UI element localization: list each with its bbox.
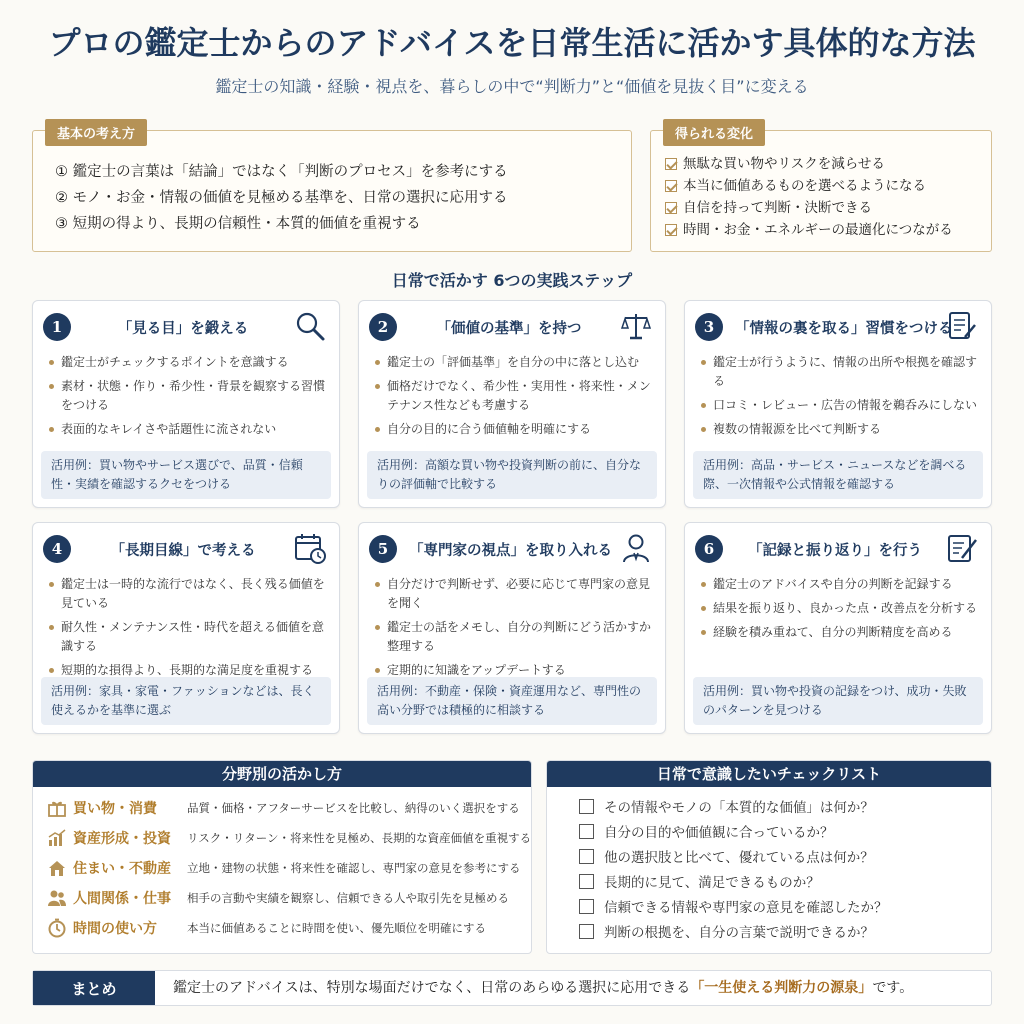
page-title: プロの鑑定士からのアドバイスを日常生活に活かす具体的な方法: [48, 24, 976, 62]
checklist-item-text: 自分の目的や価値観に合っているか？: [604, 825, 834, 841]
checklist-item[interactable]: [579, 868, 820, 894]
step-title: 「価値の基準」を持つ: [436, 321, 582, 337]
step-card-5: [358, 522, 666, 734]
step-card-1: [32, 300, 340, 508]
step-points: [699, 353, 979, 444]
checked-box-icon: [665, 202, 677, 214]
document-pen-icon: [945, 309, 979, 343]
checklist-item-text: 信頼できる情報や専門家の意見を確認したか？: [604, 900, 888, 916]
field-name: 住まい・不動産: [73, 861, 171, 877]
changes-tag: 得られる変化: [663, 119, 765, 146]
step-point: 自分の目的に合う価値軸を明確にする: [373, 420, 653, 439]
change-item: [665, 219, 953, 241]
summary-text-after: です。: [872, 980, 914, 996]
checkbox[interactable]: [579, 824, 594, 839]
checklist-item[interactable]: [579, 818, 834, 844]
checklist-item[interactable]: [579, 843, 874, 869]
field-desc: 品質・価格・アフターサービスを比較し、納得のいく選択をする: [187, 801, 520, 815]
checkbox[interactable]: [579, 849, 594, 864]
field-name: 資産形成・投資: [73, 831, 171, 847]
magnifier-icon: [293, 309, 327, 343]
checked-box-icon: [665, 158, 677, 170]
step-title: 「情報の裏を取る」習慣をつける: [735, 321, 953, 337]
step-card-2: [358, 300, 666, 508]
step-point: 鑑定士のアドバイスや自分の判断を記録する: [699, 575, 979, 594]
checklist-item[interactable]: [579, 893, 888, 919]
basic-idea-item: ① 鑑定士の言葉は「結論」ではなく「判断のプロセス」を参考にする: [55, 164, 508, 180]
step-number: 6: [695, 535, 723, 563]
step-point: 経験を積み重ねて、自分の判断精度を高める: [699, 623, 979, 642]
step-point: 鑑定士の「評価基準」を自分の中に落とし込む: [373, 353, 653, 372]
step-number: 4: [43, 535, 71, 563]
step-title: 「長期目線」で考える: [110, 543, 256, 559]
step-points: [47, 353, 327, 444]
people-icon: [47, 888, 67, 908]
field-name: 買い物・消費: [73, 801, 157, 817]
checklist-panel: [546, 760, 992, 954]
step-card-4: [32, 522, 340, 734]
step-points: [699, 575, 979, 647]
summary-emphasis: 「一生使える判断力の源泉」: [690, 980, 873, 996]
step-point: 耐久性・メンテナンス性・時代を超える価値を意識する: [47, 618, 327, 656]
gift-icon: [47, 798, 67, 818]
step-example: 活用例：高品・サービス・ニュースなどを調べる際、一次情報や公式情報を確認する: [693, 451, 983, 499]
checkbox[interactable]: [579, 899, 594, 914]
step-point: 短期的な損得より、長期的な満足度を重視する: [47, 661, 327, 680]
summary-bar: [32, 970, 992, 1006]
step-point: 素材・状態・作り・希少性・背景を観察する習慣をつける: [47, 377, 327, 415]
checkbox[interactable]: [579, 874, 594, 889]
step-card-6: [684, 522, 992, 734]
step-number: 3: [695, 313, 723, 341]
step-point: 鑑定士の話をメモし、自分の判断にどう活かすか整理する: [373, 618, 653, 656]
field-row: [47, 825, 531, 851]
step-point: 口コミ・レビュー・広告の情報を鵜呑みにしない: [699, 396, 979, 415]
calendar-clock-icon: [293, 531, 327, 565]
summary-text: [173, 971, 913, 1005]
basic-idea-item: ③ 短期の得より、長期の信頼性・本質的価値を重視する: [55, 216, 421, 232]
change-item-text: 無駄な買い物やリスクを減らせる: [683, 156, 885, 172]
field-row: [47, 885, 509, 911]
change-item-text: 本当に価値あるものを選べるようになる: [683, 178, 926, 194]
step-number: 2: [369, 313, 397, 341]
checkbox[interactable]: [579, 799, 594, 814]
step-point: 鑑定士は一時的な流行ではなく、長く残る価値を見ている: [47, 575, 327, 613]
step-point: 鑑定士が行うように、情報の出所や根拠を確認する: [699, 353, 979, 391]
step-example: 活用例：買い物や投資の記録をつけ、成功・失敗のパターンを見つける: [693, 677, 983, 725]
field-row: [47, 855, 521, 881]
scale-icon: [619, 309, 653, 343]
checklist-item[interactable]: [579, 918, 874, 944]
field-row: [47, 915, 486, 941]
field-name: 時間の使い方: [73, 921, 157, 937]
step-point: 結果を振り返り、良かった点・改善点を分析する: [699, 599, 979, 618]
step-title: 「専門家の視点」を取り入れる: [409, 543, 612, 559]
house-icon: [47, 858, 67, 878]
field-name: 人間関係・仕事: [73, 891, 171, 907]
fields-panel-title: 分野別の活かし方: [33, 761, 531, 787]
change-item: [665, 153, 953, 175]
checklist-item[interactable]: [579, 793, 874, 819]
change-item: [665, 197, 953, 219]
step-example: 活用例：不動産・保険・資産運用など、専門性の高い分野では積極的に相談する: [367, 677, 657, 725]
summary-label: まとめ: [33, 971, 155, 1005]
step-point: 自分だけで判断せず、必要に応じて専門家の意見を聞く: [373, 575, 653, 613]
change-item-text: 時間・お金・エネルギーの最適化につながる: [683, 222, 953, 238]
checklist-panel-title: 日常で意識したいチェックリスト: [547, 761, 991, 787]
checklist-item-text: 判断の根拠を、自分の言葉で説明できるか？: [604, 925, 874, 941]
checklist-item-text: その情報やモノの「本質的な価値」は何か？: [604, 800, 874, 816]
step-example: 活用例：買い物やサービス選びで、品質・信頼性・実績を確認するクセをつける: [41, 451, 331, 499]
fields-panel: [32, 760, 532, 954]
step-title: 「記録と振り返り」を行う: [748, 543, 922, 559]
step-points: [373, 353, 653, 444]
step-example: 活用例：家具・家電・ファッションなどは、長く使えるかを基準に選ぶ: [41, 677, 331, 725]
checkbox[interactable]: [579, 924, 594, 939]
checklist-item-text: 長期的に見て、満足できるものか？: [604, 875, 820, 891]
step-number: 1: [43, 313, 71, 341]
summary-text-before: 鑑定士のアドバイスは、特別な場面だけでなく、日常のあらゆる選択に応用できる: [173, 980, 691, 996]
step-point: 鑑定士がチェックするポイントを意識する: [47, 353, 327, 372]
step-point: 表面的なキレイさや話題性に流されない: [47, 420, 327, 439]
checked-box-icon: [665, 224, 677, 236]
step-points: [373, 575, 653, 685]
field-desc: 本当に価値あることに時間を使い、優先順位を明確にする: [187, 921, 486, 935]
basic-ideas-tag: 基本の考え方: [45, 119, 147, 146]
changes-box: [650, 127, 992, 252]
field-desc: 立地・建物の状態・将来性を確認し、専門家の意見を参考にする: [187, 861, 521, 875]
step-point: 定期的に知識をアップデートする: [373, 661, 653, 680]
step-number: 5: [369, 535, 397, 563]
step-point: 複数の情報源を比べて判断する: [699, 420, 979, 439]
basic-idea-item: ② モノ・お金・情報の価値を見極める基準を、日常の選択に応用する: [55, 190, 508, 206]
field-desc: リスク・リターン・将来性を見極め、長期的な資産価値を重視する: [187, 831, 532, 845]
checklist-item-text: 他の選択肢と比べて、優れている点は何か？: [604, 850, 874, 866]
checked-box-icon: [665, 180, 677, 192]
note-pen-icon: [945, 531, 979, 565]
changes-list: [665, 153, 953, 241]
change-item-text: 自信を持って判断・決断できる: [683, 200, 872, 216]
chart-icon: [47, 828, 67, 848]
basic-ideas-box: [32, 127, 632, 252]
step-points: [47, 575, 327, 685]
change-item: [665, 175, 953, 197]
field-desc: 相手の言動や実績を観察し、信頼できる人や取引先を見極める: [187, 891, 509, 905]
step-card-3: [684, 300, 992, 508]
page-subtitle: 鑑定士の知識・経験・視点を、暮らしの中で“判断力”と“価値を見抜く目”に変える: [215, 77, 809, 96]
steps-heading: 日常で活かす 6つの実践ステップ: [391, 271, 633, 290]
step-title: 「見る目」を鍛える: [117, 321, 249, 337]
step-example: 活用例：高額な買い物や投資判断の前に、自分なりの評価軸で比較する: [367, 451, 657, 499]
step-point: 価格だけでなく、希少性・実用性・将来性・メンテナンス性なども考慮する: [373, 377, 653, 415]
basic-ideas-list: [55, 159, 508, 237]
person-icon: [619, 531, 653, 565]
clock-icon: [47, 918, 67, 938]
field-row: [47, 795, 520, 821]
